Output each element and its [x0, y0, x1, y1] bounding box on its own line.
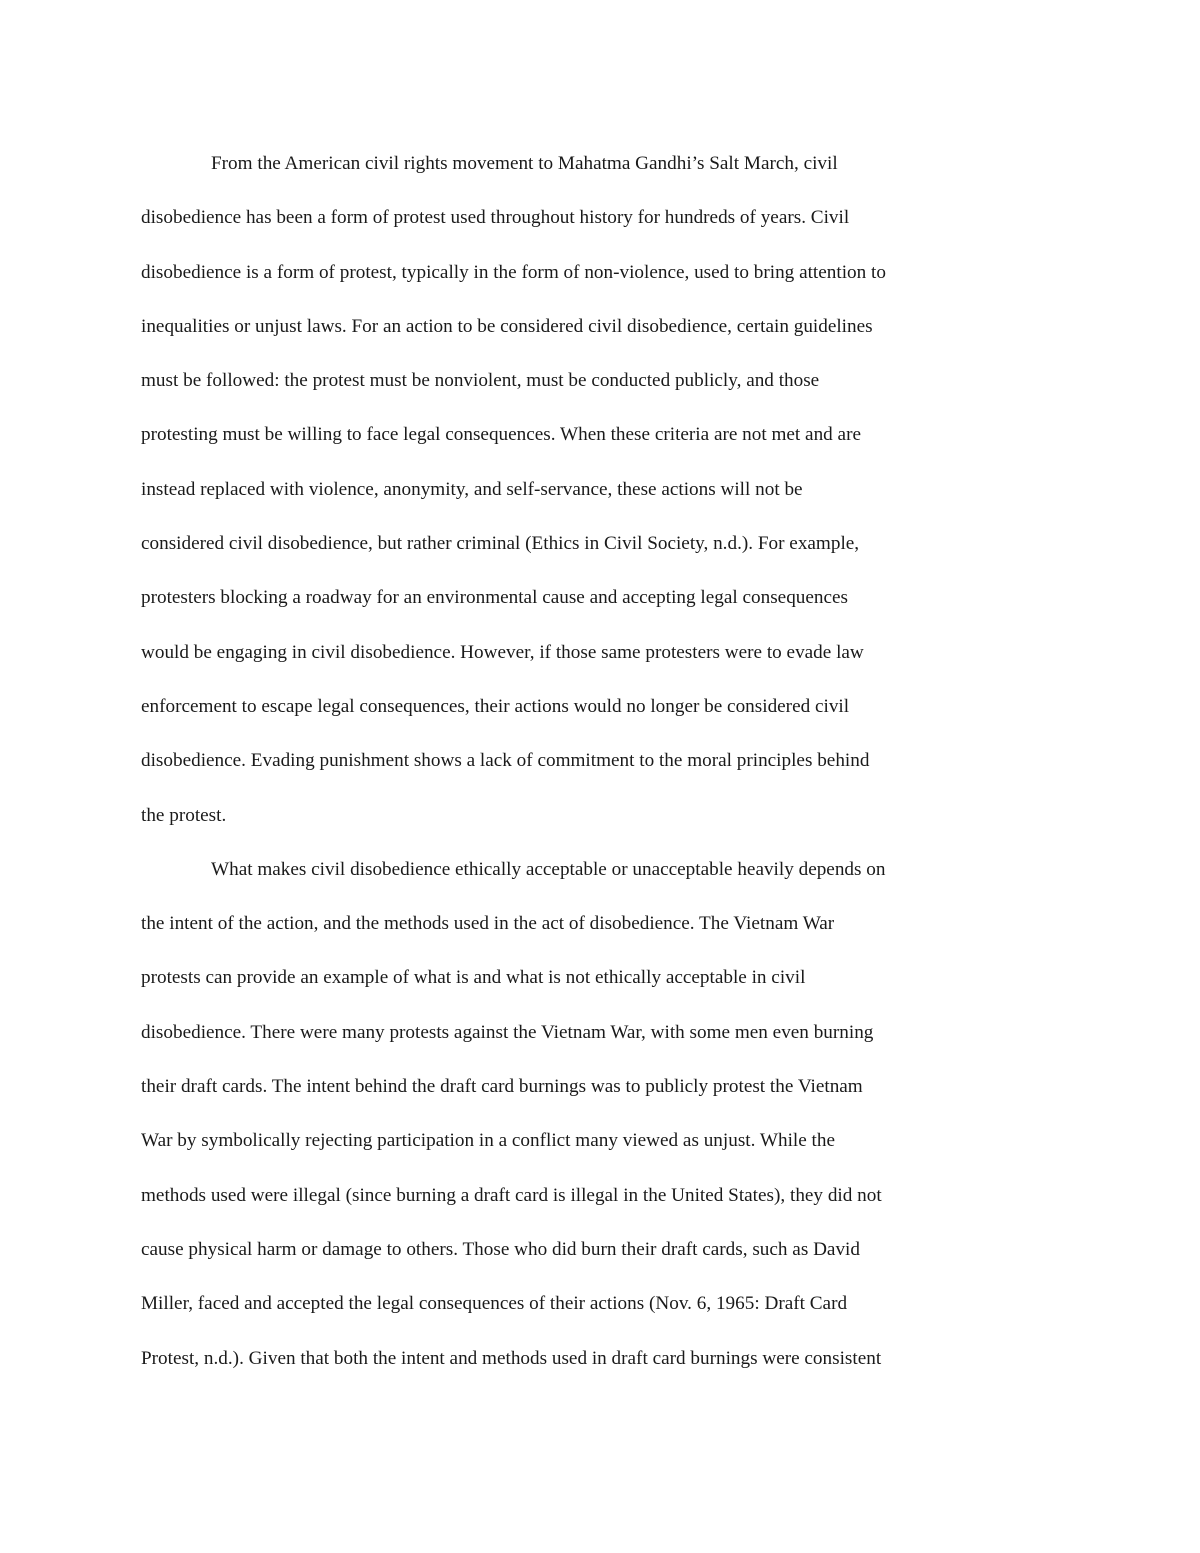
- paragraph-line: What makes civil disobedience ethically acceptable or unacceptable heavily depends on: [211, 858, 886, 880]
- paragraph-line: protesting must be willing to face legal consequences. When these criteria are not met and are: [141, 424, 861, 446]
- paragraph-line: protesters blocking a roadway for an environmental cause and accepting legal consequences: [141, 587, 848, 609]
- paragraph-line: disobedience has been a form of protest used throughout history for hundreds of years. Civil: [141, 207, 850, 229]
- paragraph-2: [141, 843, 1081, 1386]
- paragraph-line: Protest, n.d.). Given that both the intent and methods used in draft card burnings were consistent: [141, 1347, 882, 1369]
- paragraph-line: would be engaging in civil disobedience. However, if those same protesters were to evade law: [141, 641, 864, 663]
- paragraph-line: Miller, faced and accepted the legal consequences of their actions (Nov. 6, 1965: Draft Card: [141, 1293, 848, 1315]
- paragraph-line: instead replaced with violence, anonymity, and self-servance, these actions will not be: [141, 478, 803, 500]
- paragraph-line: disobedience. There were many protests against the Vietnam War, with some men even burning: [141, 1021, 874, 1043]
- paragraph-line: inequalities or unjust laws. For an action to be considered civil disobedience, certain guidelines: [141, 315, 873, 337]
- paragraph-line: disobedience is a form of protest, typically in the form of non-violence, used to bring attention to: [141, 261, 886, 283]
- paragraph-line: War by symbolically rejecting participation in a conflict many viewed as unjust. While the: [141, 1130, 835, 1152]
- paragraph-line: methods used were illegal (since burning a draft card is illegal in the United States), they did not: [141, 1184, 882, 1206]
- paragraph-line: protests can provide an example of what is and what is not ethically acceptable in civil: [141, 967, 806, 989]
- essay-body: [141, 137, 1081, 1386]
- paragraph-line: From the American civil rights movement to Mahatma Gandhi’s Salt March, civil: [211, 153, 838, 174]
- paragraph-line: their draft cards. The intent behind the draft card burnings was to publicly protest the Vietnam: [141, 1076, 863, 1098]
- paragraph-line: must be followed: the protest must be nonviolent, must be conducted publicly, and those: [141, 370, 820, 392]
- paragraph-line: disobedience. Evading punishment shows a lack of commitment to the moral principles behind: [141, 750, 870, 772]
- paragraph-line: enforcement to escape legal consequences, their actions would no longer be considered civil: [141, 695, 850, 717]
- paragraph-line: the intent of the action, and the methods used in the act of disobedience. The Vietnam War: [141, 913, 835, 935]
- paragraph-line: cause physical harm or damage to others. Those who did burn their draft cards, such as David: [141, 1238, 860, 1260]
- paragraph-1: [141, 137, 1081, 843]
- paragraph-line: considered civil disobedience, but rather criminal (Ethics in Civil Society, n.d.). For example,: [141, 533, 860, 555]
- paragraph-line: the protest.: [141, 804, 227, 826]
